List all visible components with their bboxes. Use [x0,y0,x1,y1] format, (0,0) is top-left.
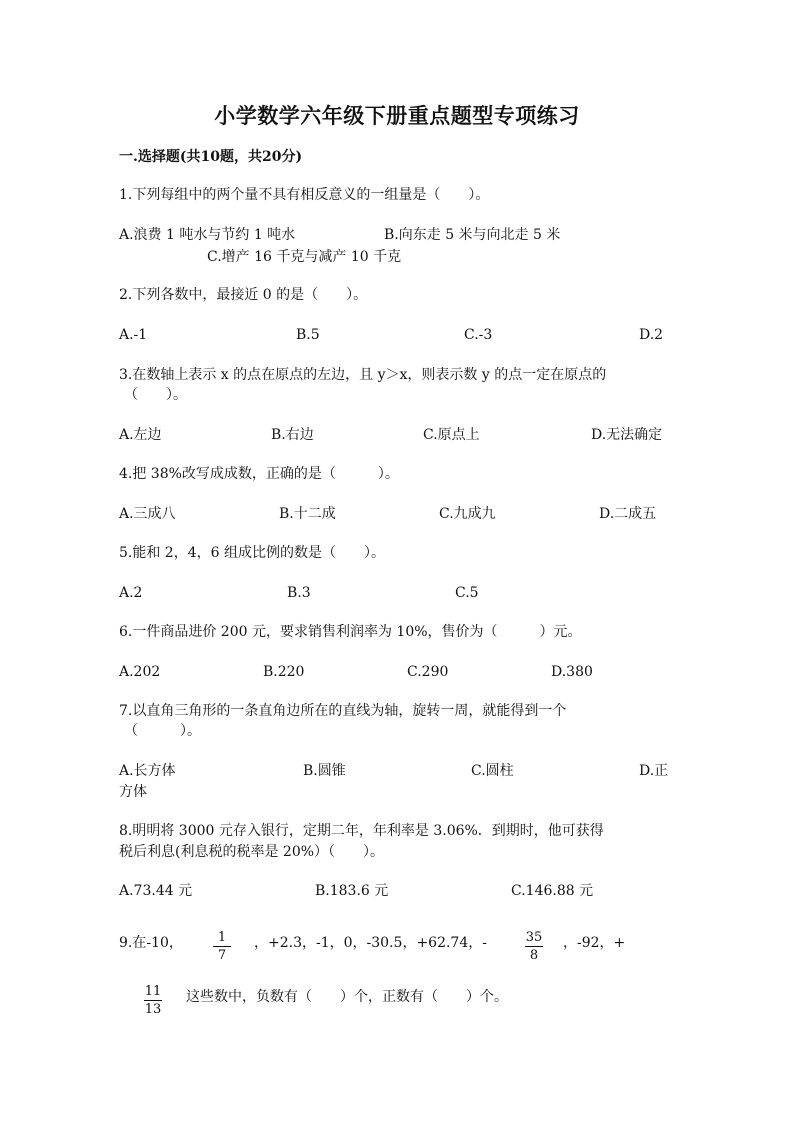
fraction-denominator: 13 [144,1002,162,1017]
option-c: C.原点上 [423,427,480,443]
question-stem: 3.在数轴上表示 x 的点在原点的左边，且 y＞x，则表示数 y 的点一定在原点的 [119,367,607,383]
fraction-bar [213,946,231,947]
question-stem: 8.明明将 3000 元存入银行，定期二年，年利率是 3.06%．到期时，他可获得 [119,823,604,839]
fraction-bar [525,946,543,947]
option-a: A.浪费 1 吨水与节约 1 吨水 [119,227,296,243]
question-stem: 6.一件商品进价 200 元，要求销售利润率为 10%，售价为（ ）元。 [119,624,582,640]
option-c: C.圆柱 [471,763,514,779]
fraction-numerator: 1 [217,930,227,945]
option-a: A.202 [119,664,161,680]
question-stem: 2.下列各数中，最接近 0 的是（ ）。 [119,287,368,303]
question-stem: 1.下列每组中的两个量不具有相反意义的一组量是（ ）。 [119,187,490,203]
fraction-35-8 [523,930,545,963]
page-title: 小学数学六年级下册重点题型专项练习 [214,103,580,128]
fraction-numerator: 11 [144,984,162,999]
fraction-numerator: 35 [525,930,543,945]
option-b: B.右边 [271,427,314,443]
option-d: D.无法确定 [591,427,663,443]
question-stem: 5.能和 2，4，6 组成比例的数是（ ）。 [119,545,385,561]
section-heading: 一.选择题(共10题，共20分) [119,149,303,165]
question-stem: 4.把 38%改写成成数，正确的是（ ）。 [119,466,399,482]
option-a: A.左边 [119,427,162,443]
question-stem: 7.以直角三角形的一条直角边所在的直线为轴，旋转一周，就能得到一个 [119,703,567,719]
question-stem-part: ，-92，+ [563,935,626,951]
option-c: C.九成九 [439,506,496,522]
question-stem-continued: 税后利息(利息税的税率是 20%）（ ）。 [119,844,385,860]
option-b: B.3 [287,585,311,601]
option-d: D.2 [639,327,664,343]
fraction-denominator: 8 [529,948,539,963]
option-b: B.220 [263,664,305,680]
question-stem-continued: （ ）。 [124,387,187,403]
option-c: C.增产 16 千克与减产 10 千克 [207,249,402,265]
option-c: C.5 [455,585,479,601]
option-d: D.二成五 [599,506,657,522]
option-a: A.-1 [119,327,148,343]
option-d: D.380 [551,664,593,680]
question-stem-part: 这些数中，负数有（ ）个，正数有（ ）个。 [186,989,508,1005]
option-a: A.73.44 元 [119,883,193,899]
option-a: A.长方体 [119,763,176,779]
option-b: B.十二成 [279,506,336,522]
fraction-1-7 [211,930,233,963]
option-c: C.-3 [464,327,493,343]
fraction-bar [144,1000,162,1001]
question-stem-continued: （ ）。 [124,723,201,739]
option-d-continued: 方体 [119,784,147,800]
option-b: B.圆锥 [303,763,346,779]
option-a: A.三成八 [119,506,176,522]
option-c: C.290 [407,664,449,680]
question-stem-part: 9.在-10， [119,935,183,951]
option-a: A.2 [119,585,143,601]
fraction-11-13 [142,984,164,1017]
option-b: B.5 [296,327,320,343]
option-b: B.183.6 元 [315,883,389,899]
option-d: D.正 [639,763,669,779]
question-stem-part: ，+2.3，-1，0，-30.5，+62.74，- [254,935,487,951]
option-b: B.向东走 5 米与向北走 5 米 [384,227,561,243]
option-c: C.146.88 元 [511,883,594,899]
fraction-denominator: 7 [217,948,227,963]
